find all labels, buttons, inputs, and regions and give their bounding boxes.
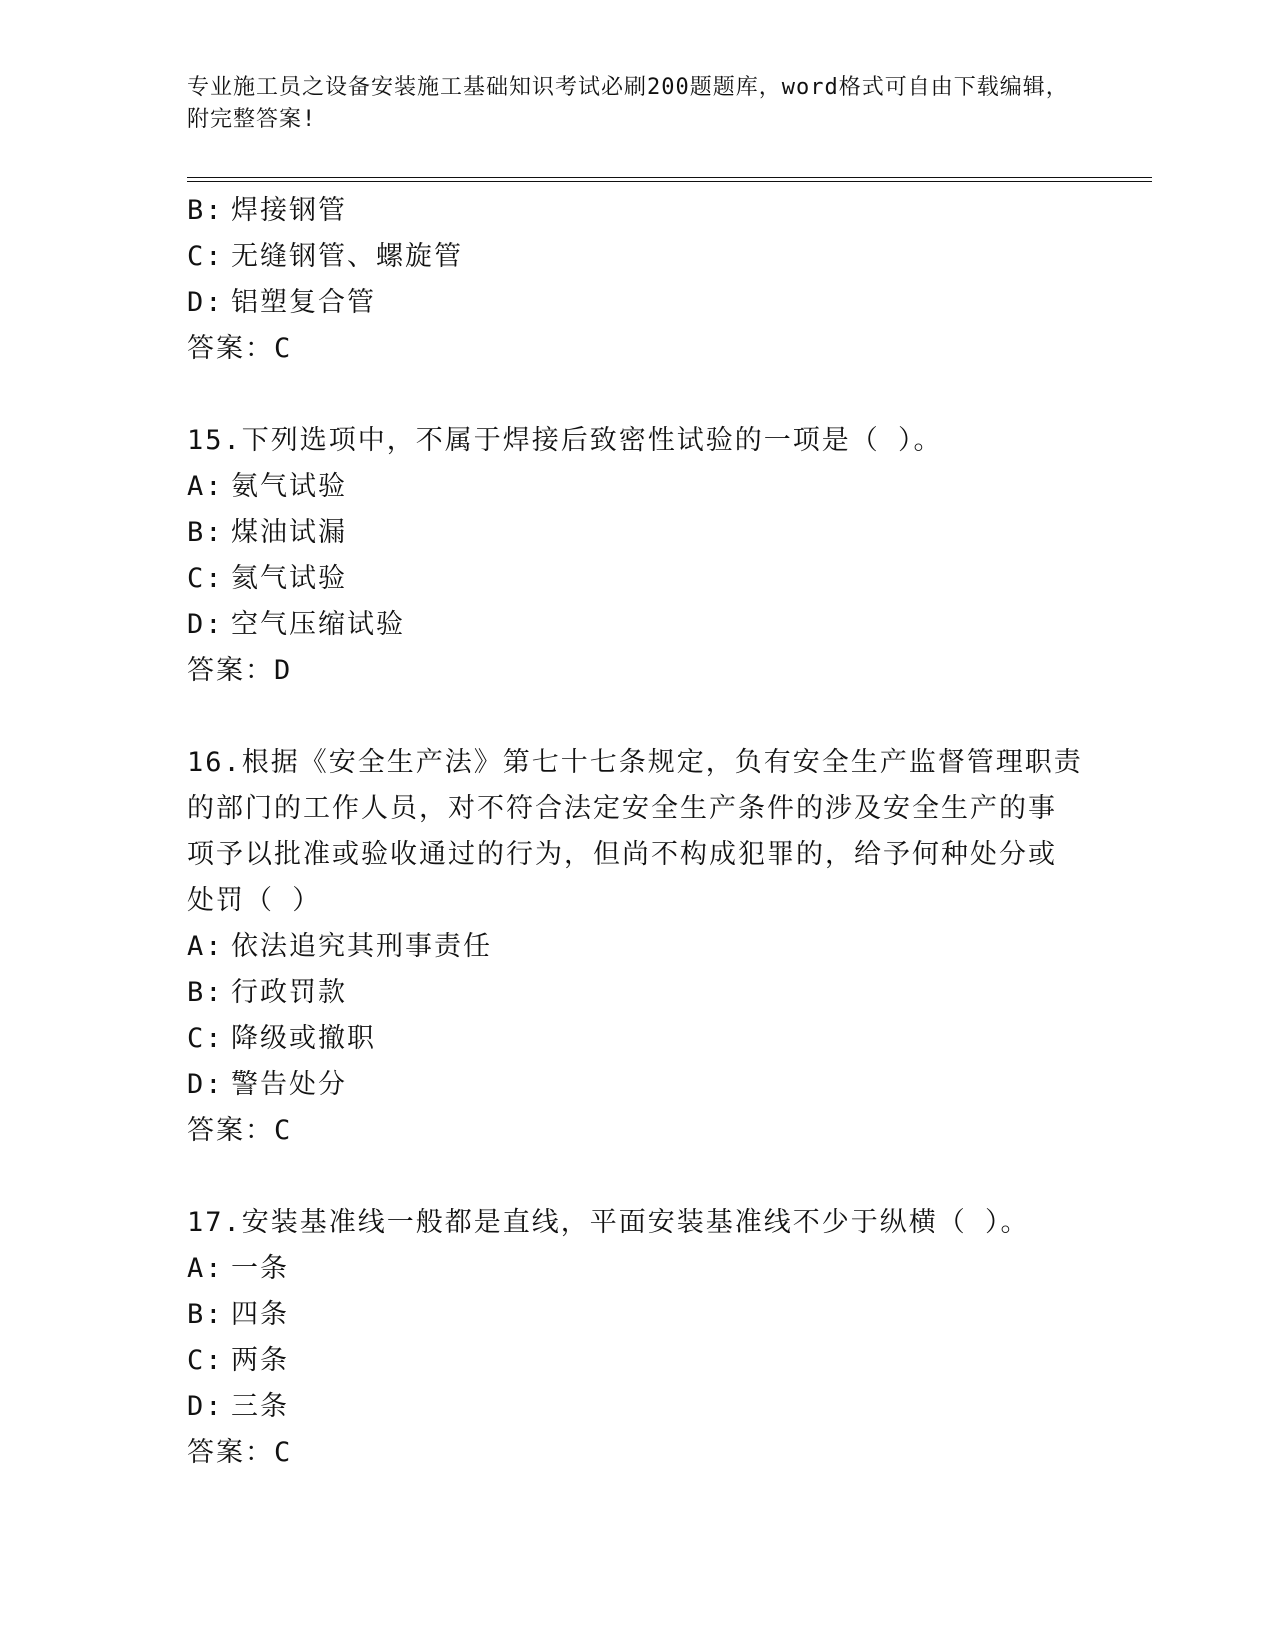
option-c bbox=[187, 556, 1087, 602]
option-letter: D: bbox=[187, 609, 224, 640]
option-text: 无缝钢管、螺旋管 bbox=[231, 241, 463, 272]
option-c bbox=[187, 1016, 1087, 1062]
option-text: 降级或撤职 bbox=[231, 1023, 376, 1054]
option-text: 警告处分 bbox=[231, 1069, 347, 1100]
option-text: 行政罚款 bbox=[231, 977, 347, 1008]
option-letter: D: bbox=[187, 1391, 224, 1422]
option-d bbox=[187, 1062, 1087, 1108]
option-b bbox=[187, 510, 1087, 556]
option-letter: A: bbox=[187, 931, 224, 962]
option-c bbox=[187, 1338, 1087, 1384]
option-a bbox=[187, 924, 1087, 970]
option-d bbox=[187, 1384, 1087, 1430]
option-text: 四条 bbox=[231, 1299, 289, 1330]
question-15 bbox=[187, 418, 1087, 694]
option-letter: A: bbox=[187, 1253, 224, 1284]
option-letter: B: bbox=[187, 517, 224, 548]
option-text: 氨气试验 bbox=[231, 471, 347, 502]
answer-line: 答案：C bbox=[187, 333, 293, 364]
option-letter: C: bbox=[187, 1345, 224, 1376]
option-b bbox=[187, 188, 1087, 234]
question-list bbox=[187, 188, 1087, 1476]
answer-line: 答案：C bbox=[187, 1115, 293, 1146]
option-letter: B: bbox=[187, 195, 224, 226]
option-d bbox=[187, 602, 1087, 648]
question-text-line-2: 的部门的工作人员，对不符合法定安全生产条件的涉及安全生产的事 bbox=[187, 793, 1057, 824]
question-text: 17.安装基准线一般都是直线，平面安装基准线不少于纵横（ ）。 bbox=[187, 1207, 1030, 1238]
option-text: 煤油试漏 bbox=[231, 517, 347, 548]
question-text-line-1: 16.根据《安全生产法》第七十七条规定，负有安全生产监督管理职责 bbox=[187, 747, 1083, 778]
option-letter: A: bbox=[187, 471, 224, 502]
option-a bbox=[187, 1246, 1087, 1292]
option-letter: D: bbox=[187, 1069, 224, 1100]
header-divider-top bbox=[187, 177, 1152, 178]
document-header: 专业施工员之设备安装施工基础知识考试必刷200题题库，word格式可自由下载编辑，附完整答案! bbox=[187, 75, 1069, 132]
option-letter: B: bbox=[187, 977, 224, 1008]
option-text: 三条 bbox=[231, 1391, 289, 1422]
option-letter: B: bbox=[187, 1299, 224, 1330]
option-letter: C: bbox=[187, 1023, 224, 1054]
question-text-line-3: 项予以批准或验收通过的行为，但尚不构成犯罪的，给予何种处分或 bbox=[187, 839, 1057, 870]
option-text: 两条 bbox=[231, 1345, 289, 1376]
option-text: 焊接钢管 bbox=[231, 195, 347, 226]
question-text-line-4: 处罚（ ） bbox=[187, 885, 322, 916]
option-text: 氦气试验 bbox=[231, 563, 347, 594]
answer-line: 答案：C bbox=[187, 1437, 293, 1468]
option-text: 空气压缩试验 bbox=[231, 609, 405, 640]
option-letter: C: bbox=[187, 241, 224, 272]
option-b bbox=[187, 1292, 1087, 1338]
question-16 bbox=[187, 740, 1087, 1154]
option-d bbox=[187, 280, 1087, 326]
option-a bbox=[187, 464, 1087, 510]
option-text: 铝塑复合管 bbox=[231, 287, 376, 318]
option-text: 一条 bbox=[231, 1253, 289, 1284]
question-17 bbox=[187, 1200, 1087, 1476]
answer-line: 答案：D bbox=[187, 655, 293, 686]
option-text: 依法追究其刑事责任 bbox=[231, 931, 492, 962]
option-b bbox=[187, 970, 1087, 1016]
question-text: 15.下列选项中，不属于焊接后致密性试验的一项是（ ）。 bbox=[187, 425, 943, 456]
option-c bbox=[187, 234, 1087, 280]
option-letter: C: bbox=[187, 563, 224, 594]
option-letter: D: bbox=[187, 287, 224, 318]
question-14-continuation bbox=[187, 188, 1087, 372]
header-divider-bottom bbox=[187, 181, 1152, 182]
